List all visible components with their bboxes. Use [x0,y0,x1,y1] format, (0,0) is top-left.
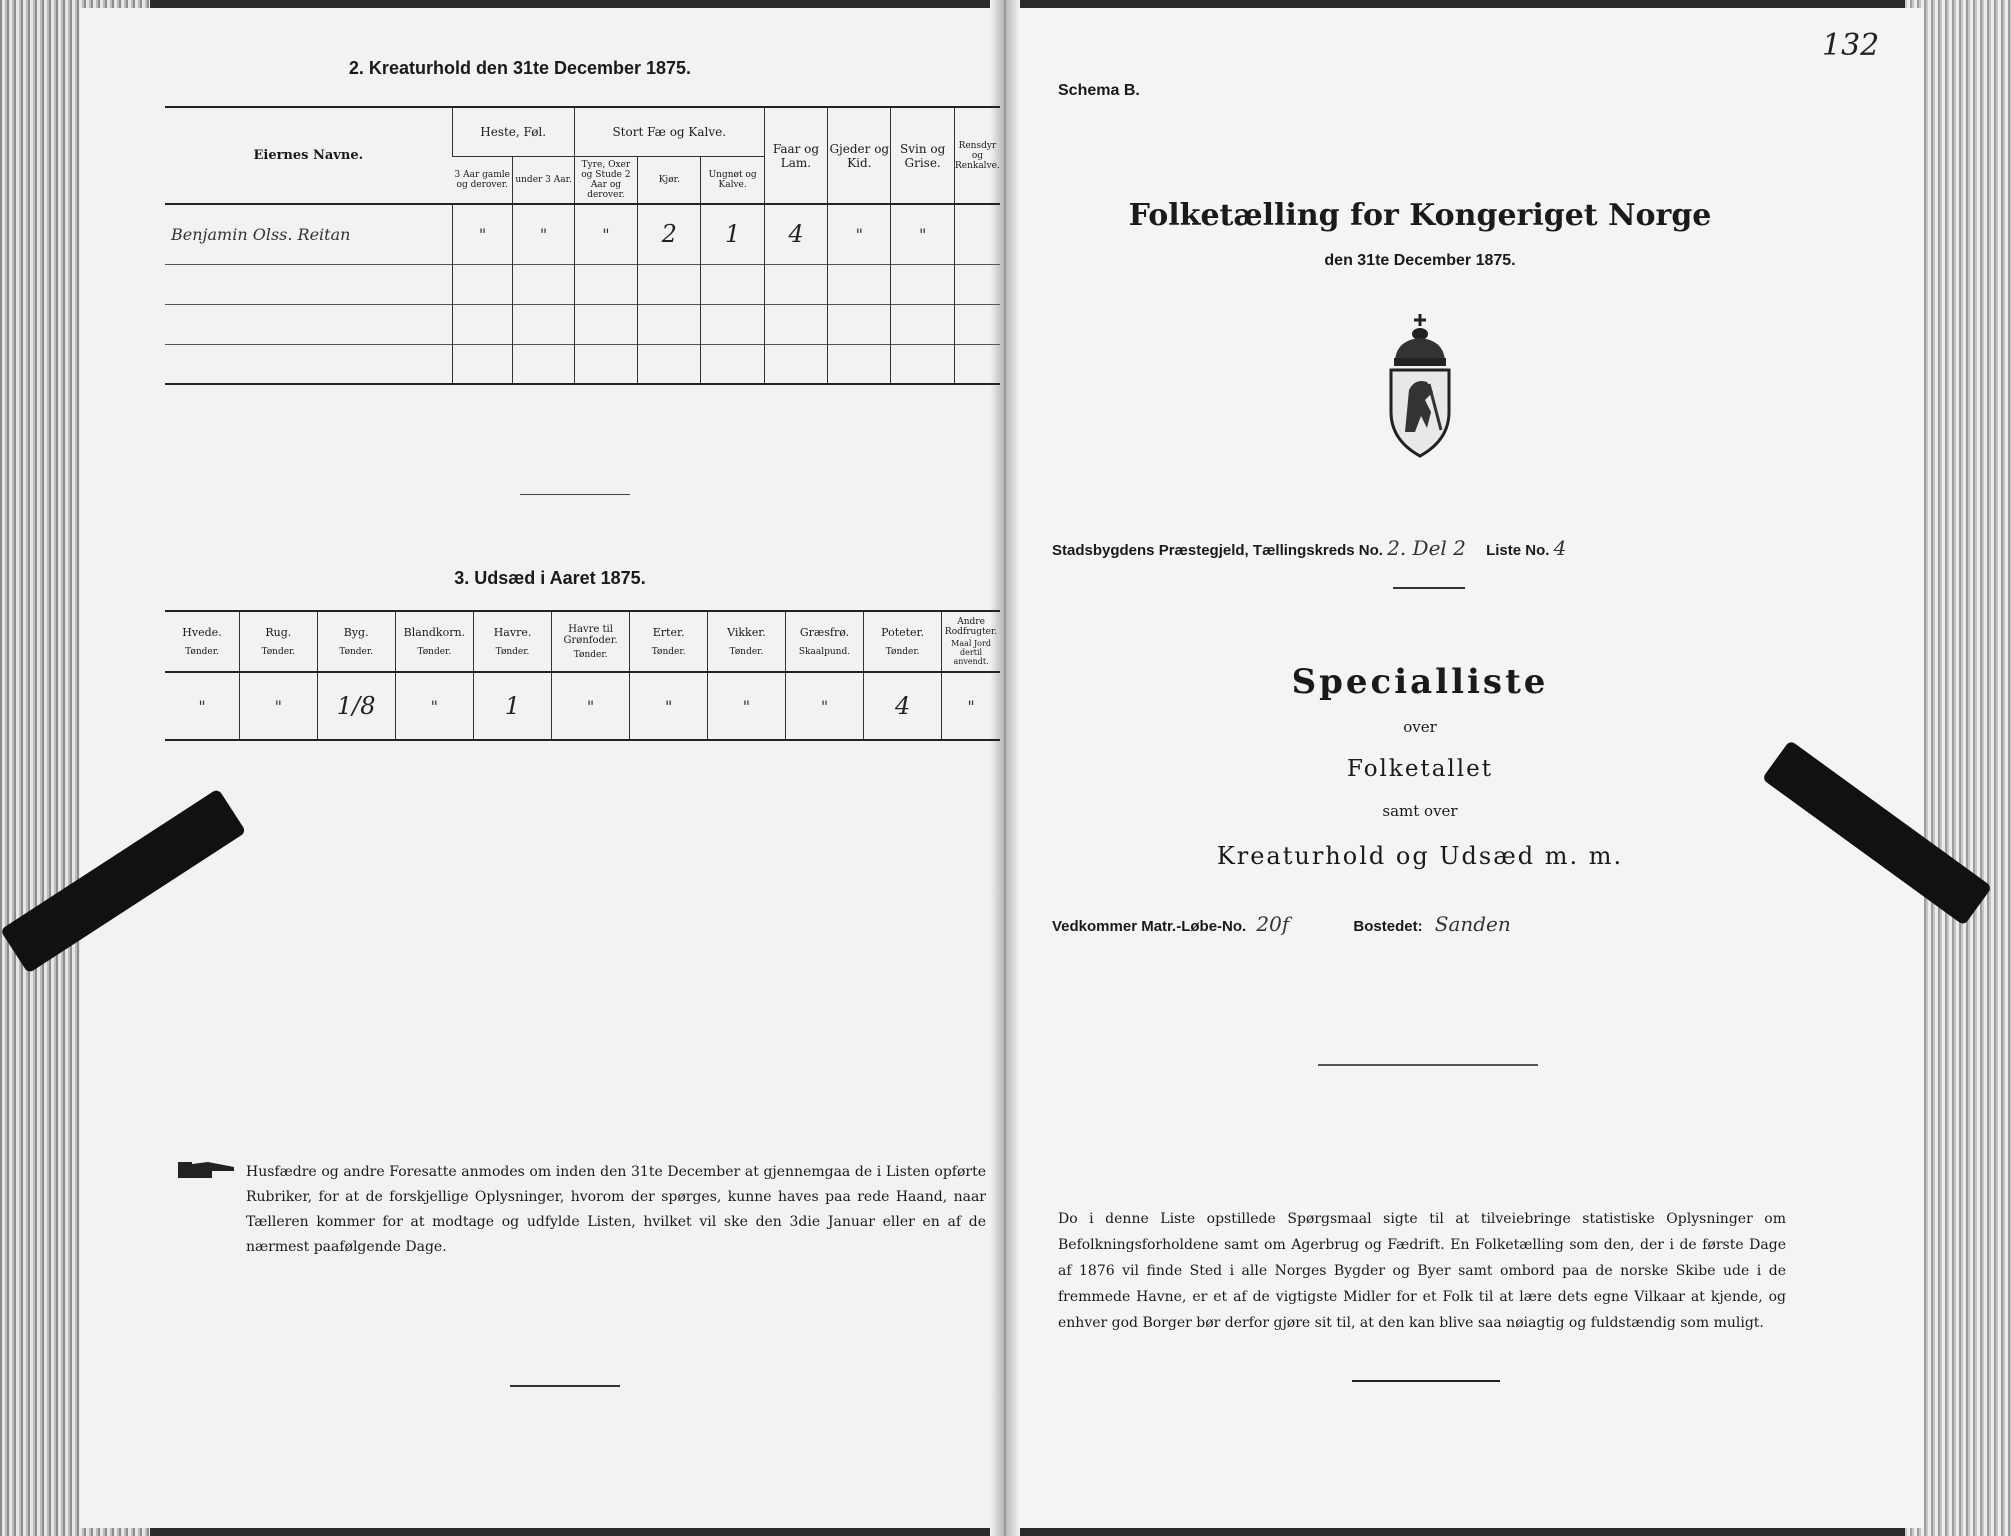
table-row [165,264,1000,304]
notice-text: Husfædre og andre Foresatte anmodes om inden den 31te December at gjennemgaa de i Listen opførte Rubriker, for at de forskjellige Oplysninger, hvorom der spørges, kunne haves paa rede Haand, naar Tælleren kommer for at modtage og udfylde Listen, hvilket vil ske den 3die Januar eller en af de nærmest paafølgende Dage. [246,1164,986,1255]
havre-unit: Tønder. [495,647,530,657]
svin-header: Svin og Grise. [891,108,954,204]
separator-line [520,494,630,495]
over-text-1: over [1403,718,1437,736]
erter-value: " [630,672,708,740]
tk-label: Tællingskreds No. [1252,542,1383,559]
matr-label: Vedkommer Matr.-Løbe-No. [1052,918,1247,935]
poteter-unit: Tønder. [885,647,920,657]
document-date: den 31te December 1875. [1324,252,1516,269]
graesfro-unit: Skaalpund. [798,647,851,657]
seed-header-row [165,612,1000,672]
byg-unit: Tønder. [339,647,374,657]
short-rule-3 [1352,1380,1500,1382]
rug-unit: Tønder. [261,647,296,657]
table-row [165,672,1000,740]
kreaturhold-udsaed-text: Kreaturhold og Udsæd m. m. [1216,842,1624,870]
table-row [165,344,1000,384]
bosted-value: Sanden [1434,912,1511,936]
andre-rodfrugter-header: Andre Rodfrugter. [944,617,998,637]
norway-coat-of-arms [1385,312,1455,462]
havre-gronfoder-value: " [551,672,629,740]
blandkorn-unit: Tønder. [417,647,452,657]
liste-value: 4 [1553,536,1567,560]
andre-rodfrugter-unit: Maal Jord dertil anvendt. [951,639,991,666]
tyre-header: Tyre, Oxer og Stude 2 Aar og derover. [574,156,637,204]
poteter-value: 4 [864,672,942,740]
seed-table [165,610,1000,741]
ungnot-value: 1 [701,204,764,264]
folio-number: 132 [1822,28,1880,63]
kjor-value: 2 [638,204,701,264]
andre-rodfrugter-value: " [942,672,1000,740]
byg-header: Byg. [343,626,369,639]
vikker-unit: Tønder. [729,647,764,657]
short-rule-1 [1393,587,1465,589]
table-row [165,304,1000,344]
vikker-header: Vikker. [727,626,766,639]
bottom-separator [510,1385,620,1387]
matr-line [1052,912,1852,936]
livestock-table [165,106,1000,385]
rensdyr-value [954,204,1000,264]
parish-line [1052,536,1872,560]
tk-value: 2. Del 2 [1387,536,1466,560]
matr-value: 20f [1256,912,1290,936]
erter-header: Erter. [652,626,685,639]
pointing-hand-icon [178,1158,236,1182]
owner-header: Eiernes Navne. [253,148,364,163]
poteter-header: Poteter. [881,626,925,639]
section3-title: 3. Udsæd i Aaret 1875. [454,568,646,588]
vikker-value: " [708,672,786,740]
bosted-label: Bostedet: [1353,918,1423,935]
rug-value: " [239,672,317,740]
kjor-header: Kjør. [638,156,701,204]
explanatory-paragraph: Do i denne Liste opstillede Spørgsmaal sigte til at tilveiebringe statistiske Oplysninger om Befolkningsforholdene samt om Agerbrug og Fædrift. En Folketælling som den, der i de første Dage af 1876 vil finde Sted i alle Norges Bygder og Byer samt ombord paa de norske Skibe ude i de fremmede Havne, er et af de vigtigste Midler for et Folk til at lære dets egne Vilkaar at kjende, og enhver god Borger bør derfor gjøre sit til, at den kan blive saa nøiagtig og fuldstændig som muligt. [1058,1211,1786,1331]
document-title: Folketælling for Kongeriget Norge [1128,198,1712,233]
heste-gamle-header: 3 Aar gamle og derover. [454,169,510,190]
gjeder-value: " [828,204,891,264]
havre-gronfoder-header: Havre til Grønfoder. [563,623,618,646]
section2-title: 2. Kreaturhold den 31te December 1875. [348,58,692,78]
gjeder-header: Gjeder og Kid. [828,108,891,204]
heste-gamle-value: " [452,204,513,264]
tyre-value: " [574,204,637,264]
heste-under-value: " [513,204,574,264]
havre-value: 1 [474,672,552,740]
svin-value: " [891,204,954,264]
erter-unit: Tønder. [651,647,686,657]
liste-label: Liste No. [1486,542,1550,559]
table-row [165,204,1000,264]
heste-group-header: Heste, Føl. [452,108,574,156]
faar-header: Faar og Lam. [764,108,827,204]
folketallet-text: Folketallet [1347,756,1493,782]
hvede-value: " [198,696,206,716]
stort-group-header: Stort Fæ og Kalve. [574,108,764,156]
blandkorn-header: Blandkorn. [403,626,466,639]
schema-label: Schema B. [1058,82,1140,99]
ungnot-header: Ungnøt og Kalve. [701,156,764,204]
specialliste-heading: Specialliste [1291,662,1549,702]
rensdyr-header: Rensdyr og Renkalve. [954,108,1000,204]
graesfro-value: " [785,672,863,740]
heste-under-header: under 3 Aar. [513,156,574,204]
graesfro-header: Græsfrø. [799,626,850,639]
havre-header: Havre. [493,626,532,639]
hvede-unit: Tønder. [185,647,219,657]
havre-gronfoder-unit: Tønder. [573,649,608,660]
hvede-header: Hvede. [182,626,222,639]
samt-over-text: samt over [1382,802,1458,820]
owner-name: Benjamin Olss. Reitan [171,224,351,244]
byg-value: 1/8 [317,672,395,740]
faar-value: 4 [764,204,827,264]
blandkorn-value: " [395,672,474,740]
short-rule-2 [1318,1064,1538,1066]
rug-header: Rug. [265,626,292,639]
parish-name: Stadsbygdens Præstegjeld, [1052,542,1249,559]
